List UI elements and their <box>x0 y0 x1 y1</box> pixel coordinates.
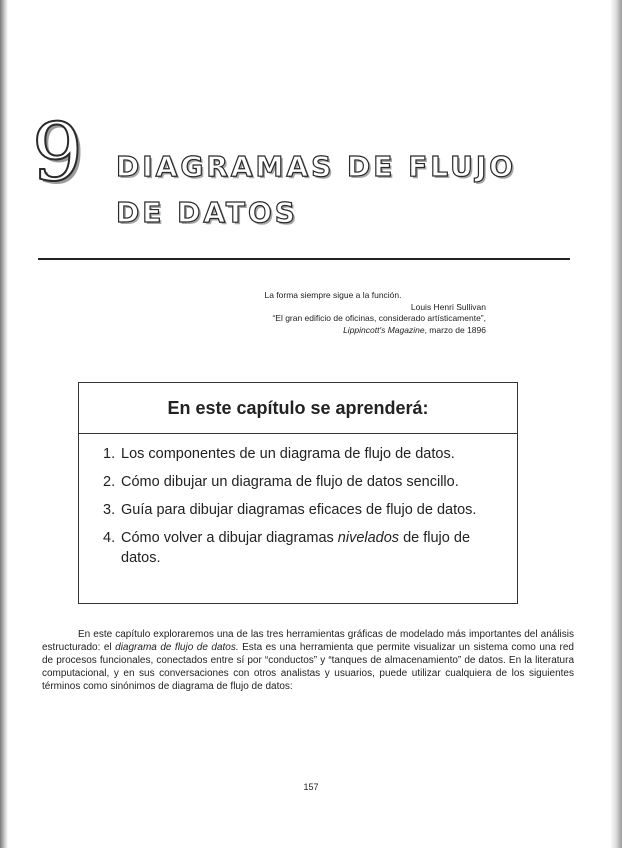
epigraph-publication-line <box>150 325 486 337</box>
body-text-b: Esta es una herramienta que permite visualizar un sistema como una red de procesos funcionales, conectados entre sí por “conductos” y “tanques de almacenamiento” de datos. En la literatura computacional, y en sus conversaciones con otros analistas y usuarios, puede utilizar cualquiera de los siguientes términos como sinónimos de diagrama de flujo de datos: <box>42 642 574 692</box>
page-number: 157 <box>303 782 319 792</box>
body-text-emphasis: diagrama de flujo de datos. <box>115 642 239 653</box>
title-divider <box>38 258 570 260</box>
page-left-edge-shadow <box>0 0 8 848</box>
objective-item <box>103 500 503 520</box>
chapter-title-line-2: DE DATOS <box>116 196 298 229</box>
body-text-a: En este capítulo exploraremos una de las tres herramientas gráficas de modelado más importantes del análisis estructurado: el <box>42 629 574 653</box>
objective-text-post: de flujo de datos. <box>121 530 471 566</box>
objective-text-pre: Cómo volver a dibujar diagramas <box>121 530 338 546</box>
page-right-edge-shadow <box>610 0 622 848</box>
objective-number: 3. <box>103 502 116 518</box>
objective-text: Los componentes de un diagrama de flujo de datos. <box>121 446 455 462</box>
body-text <box>42 628 574 693</box>
epigraph-publication: Lippincott's Magazine <box>343 324 425 335</box>
objectives-box <box>78 382 518 604</box>
objective-number: 4. <box>103 530 116 546</box>
chapter-title-line-1: DIAGRAMAS DE FLUJO <box>116 150 517 183</box>
chapter-title <box>116 144 536 236</box>
epigraph-quote: La forma siempre sigue a la función. <box>264 290 402 300</box>
objective-item <box>103 472 503 492</box>
epigraph <box>150 290 486 336</box>
objectives-list <box>79 434 517 568</box>
objective-item <box>103 528 503 568</box>
objective-number: 1. <box>103 446 116 462</box>
objective-item <box>103 444 503 464</box>
chapter-number: 9 <box>32 106 83 199</box>
objective-number: 2. <box>103 474 116 490</box>
objective-text: Cómo dibujar un diagrama de flujo de datos sencillo. <box>121 474 459 490</box>
objective-text-emphasis: nivelados <box>337 530 400 546</box>
epigraph-source: “El gran edificio de oficinas, considerado artísticamente”, <box>272 313 486 323</box>
objectives-title: En este capítulo se aprenderá: <box>79 383 517 434</box>
body-paragraph <box>42 628 574 693</box>
epigraph-date: , marzo de 1896 <box>424 324 486 335</box>
epigraph-author: Louis Henri Sullivan <box>410 301 486 312</box>
objective-text: Guía para dibujar diagramas eficaces de flujo de datos. <box>121 502 477 518</box>
